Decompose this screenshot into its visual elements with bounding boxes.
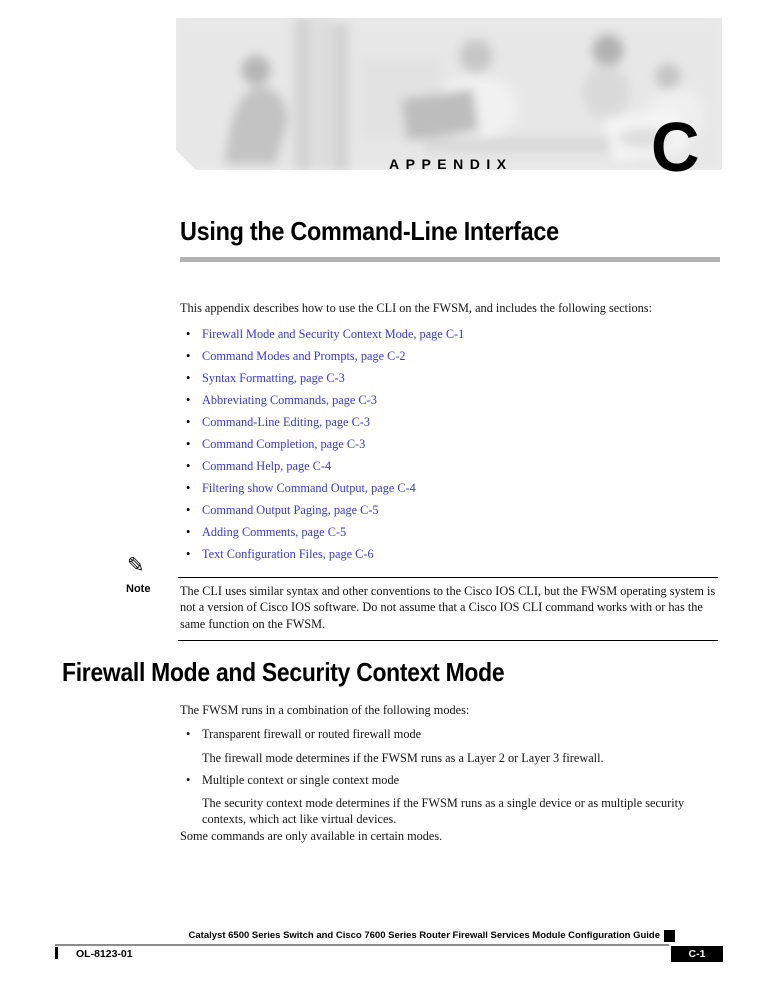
- toc-link-command-modes[interactable]: Command Modes and Prompts, page C-2: [202, 349, 406, 363]
- section-intro: The FWSM runs in a combination of the following modes:: [180, 703, 470, 717]
- mode-detail: The firewall mode determines if the FWSM runs as a Layer 2 or Layer 3 firewall.: [202, 751, 604, 765]
- toc-list: [180, 327, 725, 569]
- toc-item: [180, 481, 725, 503]
- section-heading: Firewall Mode and Security Context Mode: [62, 657, 505, 687]
- toc-link-text-config-files[interactable]: Text Configuration Files, page C-6: [202, 547, 374, 561]
- bullet-glyph: •: [186, 415, 191, 429]
- intro-paragraph: This appendix describes how to use the CLI on the FWSM, and includes the following sections:: [180, 301, 652, 315]
- toc-link-filtering-show-output[interactable]: Filtering show Command Output, page C-4: [202, 481, 416, 495]
- bullet-glyph: •: [186, 393, 191, 407]
- toc-link-abbreviating-commands[interactable]: Abbreviating Commands, page C-3: [202, 393, 377, 407]
- note-label: Note: [126, 583, 151, 595]
- pencil-icon: ✎: [127, 553, 145, 577]
- toc-item: [180, 437, 725, 459]
- mode-bullet-text: Multiple context or single context mode: [202, 773, 400, 787]
- header-photo-collage: [176, 18, 722, 170]
- bullet-glyph: •: [186, 349, 191, 363]
- toc-item: [180, 503, 725, 525]
- toc-link-adding-comments[interactable]: Adding Comments, page C-5: [202, 525, 347, 539]
- note-text: The CLI uses similar syntax and other conventions to the Cisco IOS CLI, but the FWSM operating system is not a version of Cisco IOS software. Do not assume that a Cisco IOS CLI command works with or has the same function on the FWSM.: [180, 584, 716, 631]
- toc-link-command-output-paging[interactable]: Command Output Paging, page C-5: [202, 503, 379, 517]
- note-rule-top: [178, 577, 718, 578]
- footer-page-number: C-1: [671, 946, 723, 962]
- bullet-glyph: •: [186, 437, 191, 451]
- toc-item: [180, 547, 725, 569]
- footer-square-mark: [664, 930, 675, 942]
- footer-tick-mark: [55, 947, 58, 959]
- mode-bullet-item: [186, 726, 726, 742]
- toc-item: [180, 327, 725, 349]
- toc-item: [180, 415, 725, 437]
- toc-item: [180, 349, 725, 371]
- toc-link-command-completion[interactable]: Command Completion, page C-3: [202, 437, 366, 451]
- toc-link-firewall-mode[interactable]: Firewall Mode and Security Context Mode, page C-1: [202, 327, 465, 341]
- bullet-glyph: •: [186, 727, 191, 741]
- mode-bullet-text: Transparent firewall or routed firewall mode: [202, 727, 422, 741]
- toc-item: [180, 371, 725, 393]
- toc-link-command-line-editing[interactable]: Command-Line Editing, page C-3: [202, 415, 371, 429]
- toc-item: [180, 525, 725, 547]
- title-rule: [180, 257, 720, 262]
- bullet-glyph: •: [186, 773, 191, 787]
- bullet-glyph: •: [186, 503, 191, 517]
- appendix-letter: C: [651, 108, 700, 186]
- toc-item: [180, 393, 725, 415]
- appendix-label: APPENDIX: [389, 156, 513, 172]
- footer-guide-title: Catalyst 6500 Series Switch and Cisco 7600 Series Router Firewall Services Module Configuration Guide: [188, 930, 660, 941]
- toc-link-command-help[interactable]: Command Help, page C-4: [202, 459, 332, 473]
- bullet-glyph: •: [186, 481, 191, 495]
- mode-detail: The security context mode determines if the FWSM runs as a single device or as multiple security contexts, which act like virtual devices.: [202, 796, 685, 827]
- collage-image: [176, 18, 722, 170]
- bullet-glyph: •: [186, 371, 191, 385]
- toc-item: [180, 459, 725, 481]
- note-rule-bottom: [178, 640, 718, 641]
- page-title: Using the Command-Line Interface: [180, 216, 559, 246]
- bullet-glyph: •: [186, 327, 191, 341]
- bullet-glyph: •: [186, 525, 191, 539]
- section-closing: Some commands are only available in certain modes.: [180, 829, 443, 843]
- bullet-glyph: •: [186, 459, 191, 473]
- footer-rule: [55, 944, 669, 946]
- mode-bullet-item: [186, 772, 726, 788]
- footer-doc-number: OL-8123-01: [76, 948, 133, 960]
- toc-link-syntax-formatting[interactable]: Syntax Formatting, page C-3: [202, 371, 345, 385]
- bullet-glyph: •: [186, 547, 191, 561]
